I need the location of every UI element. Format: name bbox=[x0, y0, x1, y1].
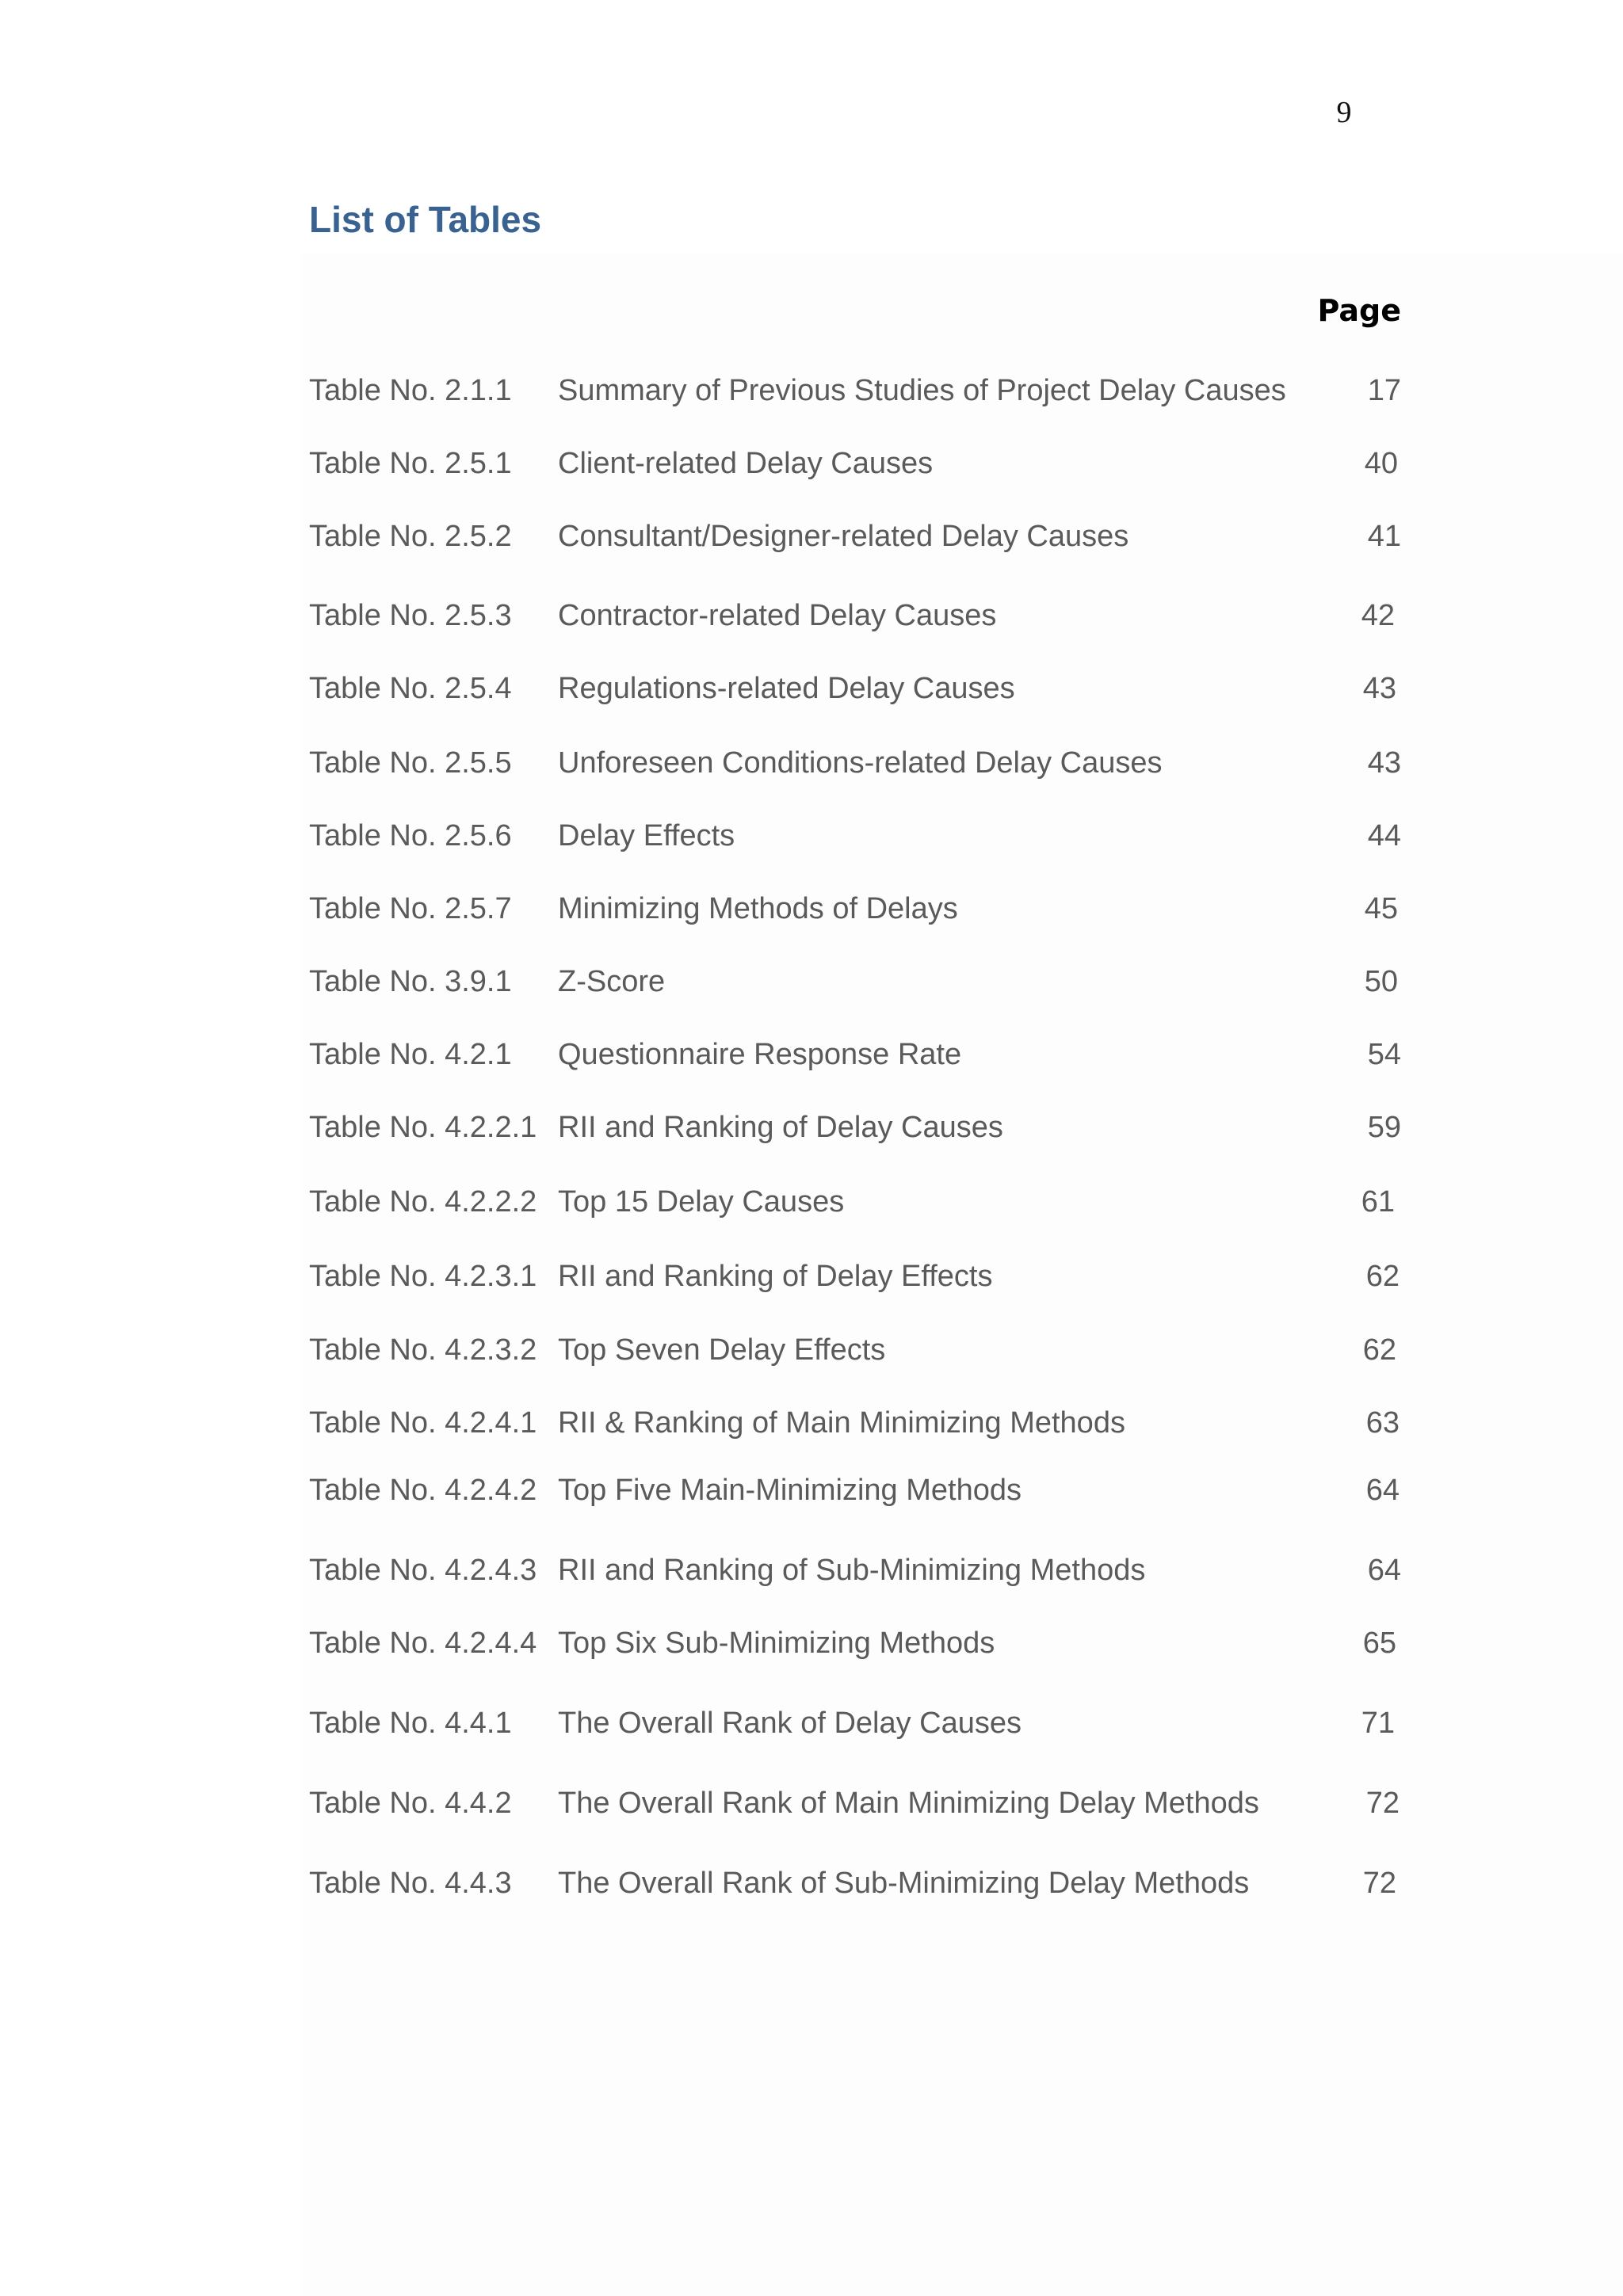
table-number: Table No. 2.5.2 bbox=[309, 520, 512, 553]
page-reference: 41 bbox=[1367, 520, 1401, 553]
table-number: Table No. 4.2.1 bbox=[309, 1038, 512, 1071]
table-title: RII and Ranking of Delay Effects bbox=[558, 1260, 993, 1293]
table-number: Table No. 4.2.4.4 bbox=[309, 1627, 537, 1660]
toc-entry bbox=[309, 669, 1403, 708]
table-title: RII and Ranking of Sub-Minimizing Methods bbox=[558, 1554, 1146, 1587]
table-title: The Overall Rank of Sub-Minimizing Delay Methods bbox=[558, 1867, 1250, 1900]
toc-entry bbox=[309, 1403, 1403, 1443]
page-reference: 62 bbox=[1362, 1333, 1396, 1367]
toc-entry bbox=[309, 1470, 1403, 1510]
table-number: Table No. 4.2.2.2 bbox=[309, 1185, 537, 1219]
page-reference: 54 bbox=[1367, 1038, 1401, 1071]
toc-entry bbox=[309, 1703, 1403, 1743]
page-reference: 44 bbox=[1367, 819, 1401, 852]
toc-entry bbox=[309, 1330, 1403, 1370]
toc-entry bbox=[309, 1108, 1403, 1147]
page-reference: 50 bbox=[1364, 965, 1398, 998]
table-number: Table No. 4.2.2.1 bbox=[309, 1111, 537, 1144]
toc-entry bbox=[309, 1550, 1403, 1590]
page-reference: 42 bbox=[1361, 599, 1395, 632]
table-number: Table No. 4.4.1 bbox=[309, 1707, 512, 1740]
page-reference: 64 bbox=[1367, 1554, 1401, 1587]
toc-entry bbox=[309, 1623, 1403, 1663]
page-reference: 17 bbox=[1367, 374, 1401, 407]
toc-entry bbox=[309, 444, 1403, 483]
table-title: The Overall Rank of Delay Causes bbox=[558, 1707, 1022, 1740]
table-title: Delay Effects bbox=[558, 819, 735, 852]
table-title: Consultant/Designer-related Delay Causes bbox=[558, 520, 1129, 553]
toc-entry bbox=[309, 816, 1403, 856]
table-title: Summary of Previous Studies of Project Delay Causes bbox=[558, 374, 1286, 407]
page-reference: 61 bbox=[1361, 1185, 1395, 1219]
page-reference: 43 bbox=[1362, 672, 1396, 705]
table-number: Table No. 3.9.1 bbox=[309, 965, 512, 998]
table-title: Questionnaire Response Rate bbox=[558, 1038, 962, 1071]
table-number: Table No. 4.4.3 bbox=[309, 1867, 512, 1900]
page-column-label: Page bbox=[1317, 293, 1401, 328]
table-title: Minimizing Methods of Delays bbox=[558, 892, 958, 925]
table-number: Table No. 4.2.3.1 bbox=[309, 1260, 537, 1293]
toc-entry bbox=[309, 1035, 1403, 1074]
page-reference: 40 bbox=[1364, 447, 1398, 480]
table-number: Table No. 2.5.1 bbox=[309, 447, 512, 480]
table-number: Table No. 2.5.5 bbox=[309, 746, 512, 780]
table-number: Table No. 2.5.3 bbox=[309, 599, 512, 632]
table-title: Contractor-related Delay Causes bbox=[558, 599, 997, 632]
page-reference: 64 bbox=[1365, 1474, 1400, 1507]
table-title: Client-related Delay Causes bbox=[558, 447, 934, 480]
table-number: Table No. 4.2.3.2 bbox=[309, 1333, 537, 1367]
table-title: Top Seven Delay Effects bbox=[558, 1333, 886, 1367]
page-reference: 72 bbox=[1365, 1787, 1400, 1820]
page-reference: 72 bbox=[1362, 1867, 1396, 1900]
toc-entry bbox=[309, 743, 1403, 783]
table-number: Table No. 2.5.4 bbox=[309, 672, 512, 705]
table-title: Unforeseen Conditions-related Delay Causes bbox=[558, 746, 1163, 780]
table-number: Table No. 2.1.1 bbox=[309, 374, 512, 407]
toc-entry bbox=[309, 962, 1403, 1001]
table-title: Z-Score bbox=[558, 965, 666, 998]
page-reference: 43 bbox=[1367, 746, 1401, 780]
toc-entry bbox=[309, 889, 1403, 929]
table-title: Top 15 Delay Causes bbox=[558, 1185, 845, 1219]
toc-entry bbox=[309, 596, 1403, 635]
page-number: 9 bbox=[1336, 96, 1352, 129]
toc-entry bbox=[309, 1863, 1403, 1903]
list-of-tables-heading: List of Tables bbox=[309, 199, 542, 240]
page-reference: 63 bbox=[1365, 1406, 1400, 1440]
table-title: RII and Ranking of Delay Causes bbox=[558, 1111, 1003, 1144]
table-number: Table No. 4.2.4.3 bbox=[309, 1554, 537, 1587]
toc-entry bbox=[309, 1182, 1403, 1222]
page-reference: 59 bbox=[1367, 1111, 1401, 1144]
table-title: Top Five Main-Minimizing Methods bbox=[558, 1474, 1022, 1507]
table-title: Regulations-related Delay Causes bbox=[558, 672, 1015, 705]
table-title: The Overall Rank of Main Minimizing Delay Methods bbox=[558, 1787, 1259, 1820]
page-reference: 45 bbox=[1364, 892, 1398, 925]
table-number: Table No. 2.5.6 bbox=[309, 819, 512, 852]
toc-entry bbox=[309, 1257, 1403, 1296]
table-number: Table No. 2.5.7 bbox=[309, 892, 512, 925]
toc-entry bbox=[309, 371, 1403, 410]
toc-entry bbox=[309, 1783, 1403, 1823]
toc-entry bbox=[309, 517, 1403, 556]
table-number: Table No. 4.2.4.2 bbox=[309, 1474, 537, 1507]
table-title: RII & Ranking of Main Minimizing Methods bbox=[558, 1406, 1125, 1440]
table-number: Table No. 4.4.2 bbox=[309, 1787, 512, 1820]
table-title: Top Six Sub-Minimizing Methods bbox=[558, 1627, 995, 1660]
page-reference: 65 bbox=[1362, 1627, 1396, 1660]
table-number: Table No. 4.2.4.1 bbox=[309, 1406, 537, 1440]
page-reference: 62 bbox=[1365, 1260, 1400, 1293]
page-reference: 71 bbox=[1361, 1707, 1395, 1740]
